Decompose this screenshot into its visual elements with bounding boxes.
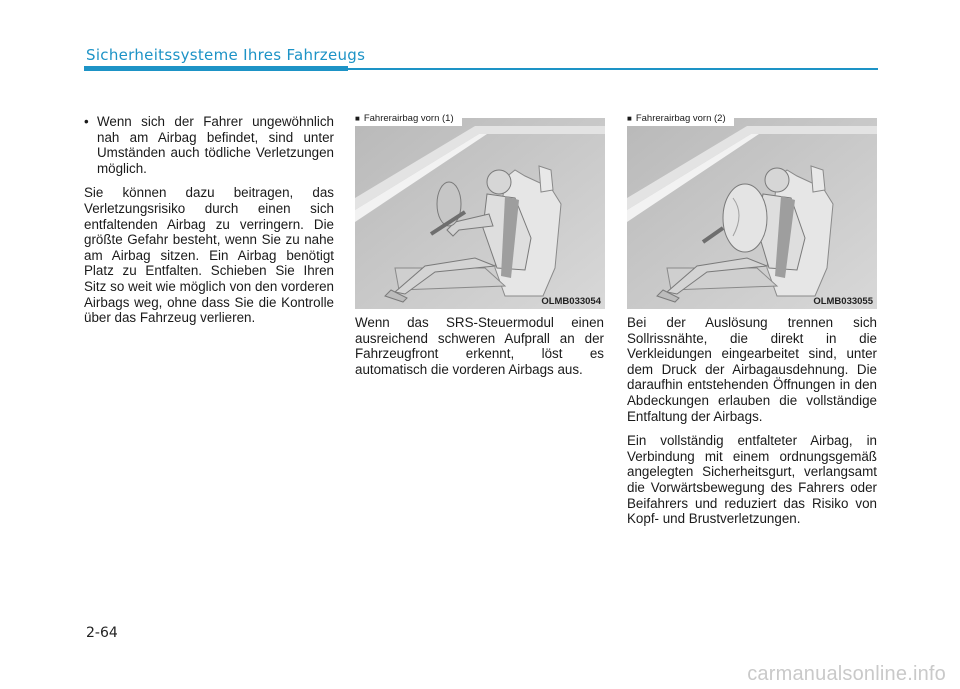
figure-caption-text: Fahrerairbag vorn (1) [363, 113, 454, 124]
figure-caption-text: Fahrerairbag vorn (2) [635, 113, 726, 124]
airbag-illustration-2 [627, 118, 877, 309]
page-header [0, 0, 960, 80]
text-column-3 [627, 315, 877, 536]
text-column-1 [84, 114, 334, 335]
watermark: carmanualsonline.info [747, 663, 946, 685]
figure-code: OLMB033054 [541, 296, 601, 307]
square-bullet-icon: ■ [627, 114, 632, 123]
airbag-illustration-1 [355, 118, 605, 309]
figure-caption [627, 112, 734, 126]
page-number: 2-64 [86, 625, 118, 641]
bullet-text: Wenn sich der Fahrer ungewöhnlich nah am Airbag befindet, sind unter Umständen auch tödliche Verletzungen möglich. [97, 114, 334, 176]
header-bar-thin [348, 68, 878, 70]
square-bullet-icon: ■ [355, 114, 360, 123]
header-bar-thick [84, 66, 348, 71]
figure-caption [355, 112, 462, 126]
paragraph: Ein vollständig entfalteter Airbag, in Verbindung mit einem ordnungsgemäß angelegten Sicherheitsgurt, verlangsamt die Vorwärtsbewegung des Fahrers oder Beifahrers und reduziert das Risiko von Kopf- und Brustverletzungen. [627, 433, 877, 527]
section-title: Sicherheitssysteme Ihres Fahrzeugs [86, 46, 366, 64]
figure-driver-airbag-1 [355, 112, 605, 309]
paragraph: Bei der Auslösung trennen sich Sollrissnähte, die direkt in die Verkleidungen eingearbeitet sind, unter dem Druck der Airbagausdehnung. Die daraufhin entstehenden Öffnungen in den Abdeckungen erlauben die vollständige Entfaltung der Airbags. [627, 315, 877, 424]
bullet-item [84, 114, 334, 176]
text-column-2 [355, 315, 604, 386]
paragraph: Sie können dazu beitragen, das Verletzungsrisiko durch einen sich entfaltenden Airbag zu verringern. Die größte Gefahr besteht, wenn Sie zu nahe am Airbag sitzen. Ein Airbag benötigt Platz zu Entfalten. Schieben Sie Ihren Sitz so weit wie möglich von den vorderen Airbags weg, ohne dass Sie die Kontrolle über das Fahrzeug verlieren. [84, 185, 334, 326]
bullet-dot-icon: • [84, 114, 89, 129]
figure-driver-airbag-2 [627, 112, 877, 309]
paragraph: Wenn das SRS-Steuermodul einen ausreichend schweren Aufprall an der Fahrzeugfront erkennt, löst es automatisch die vorderen Airbags aus. [355, 315, 604, 377]
figure-code: OLMB033055 [813, 296, 873, 307]
